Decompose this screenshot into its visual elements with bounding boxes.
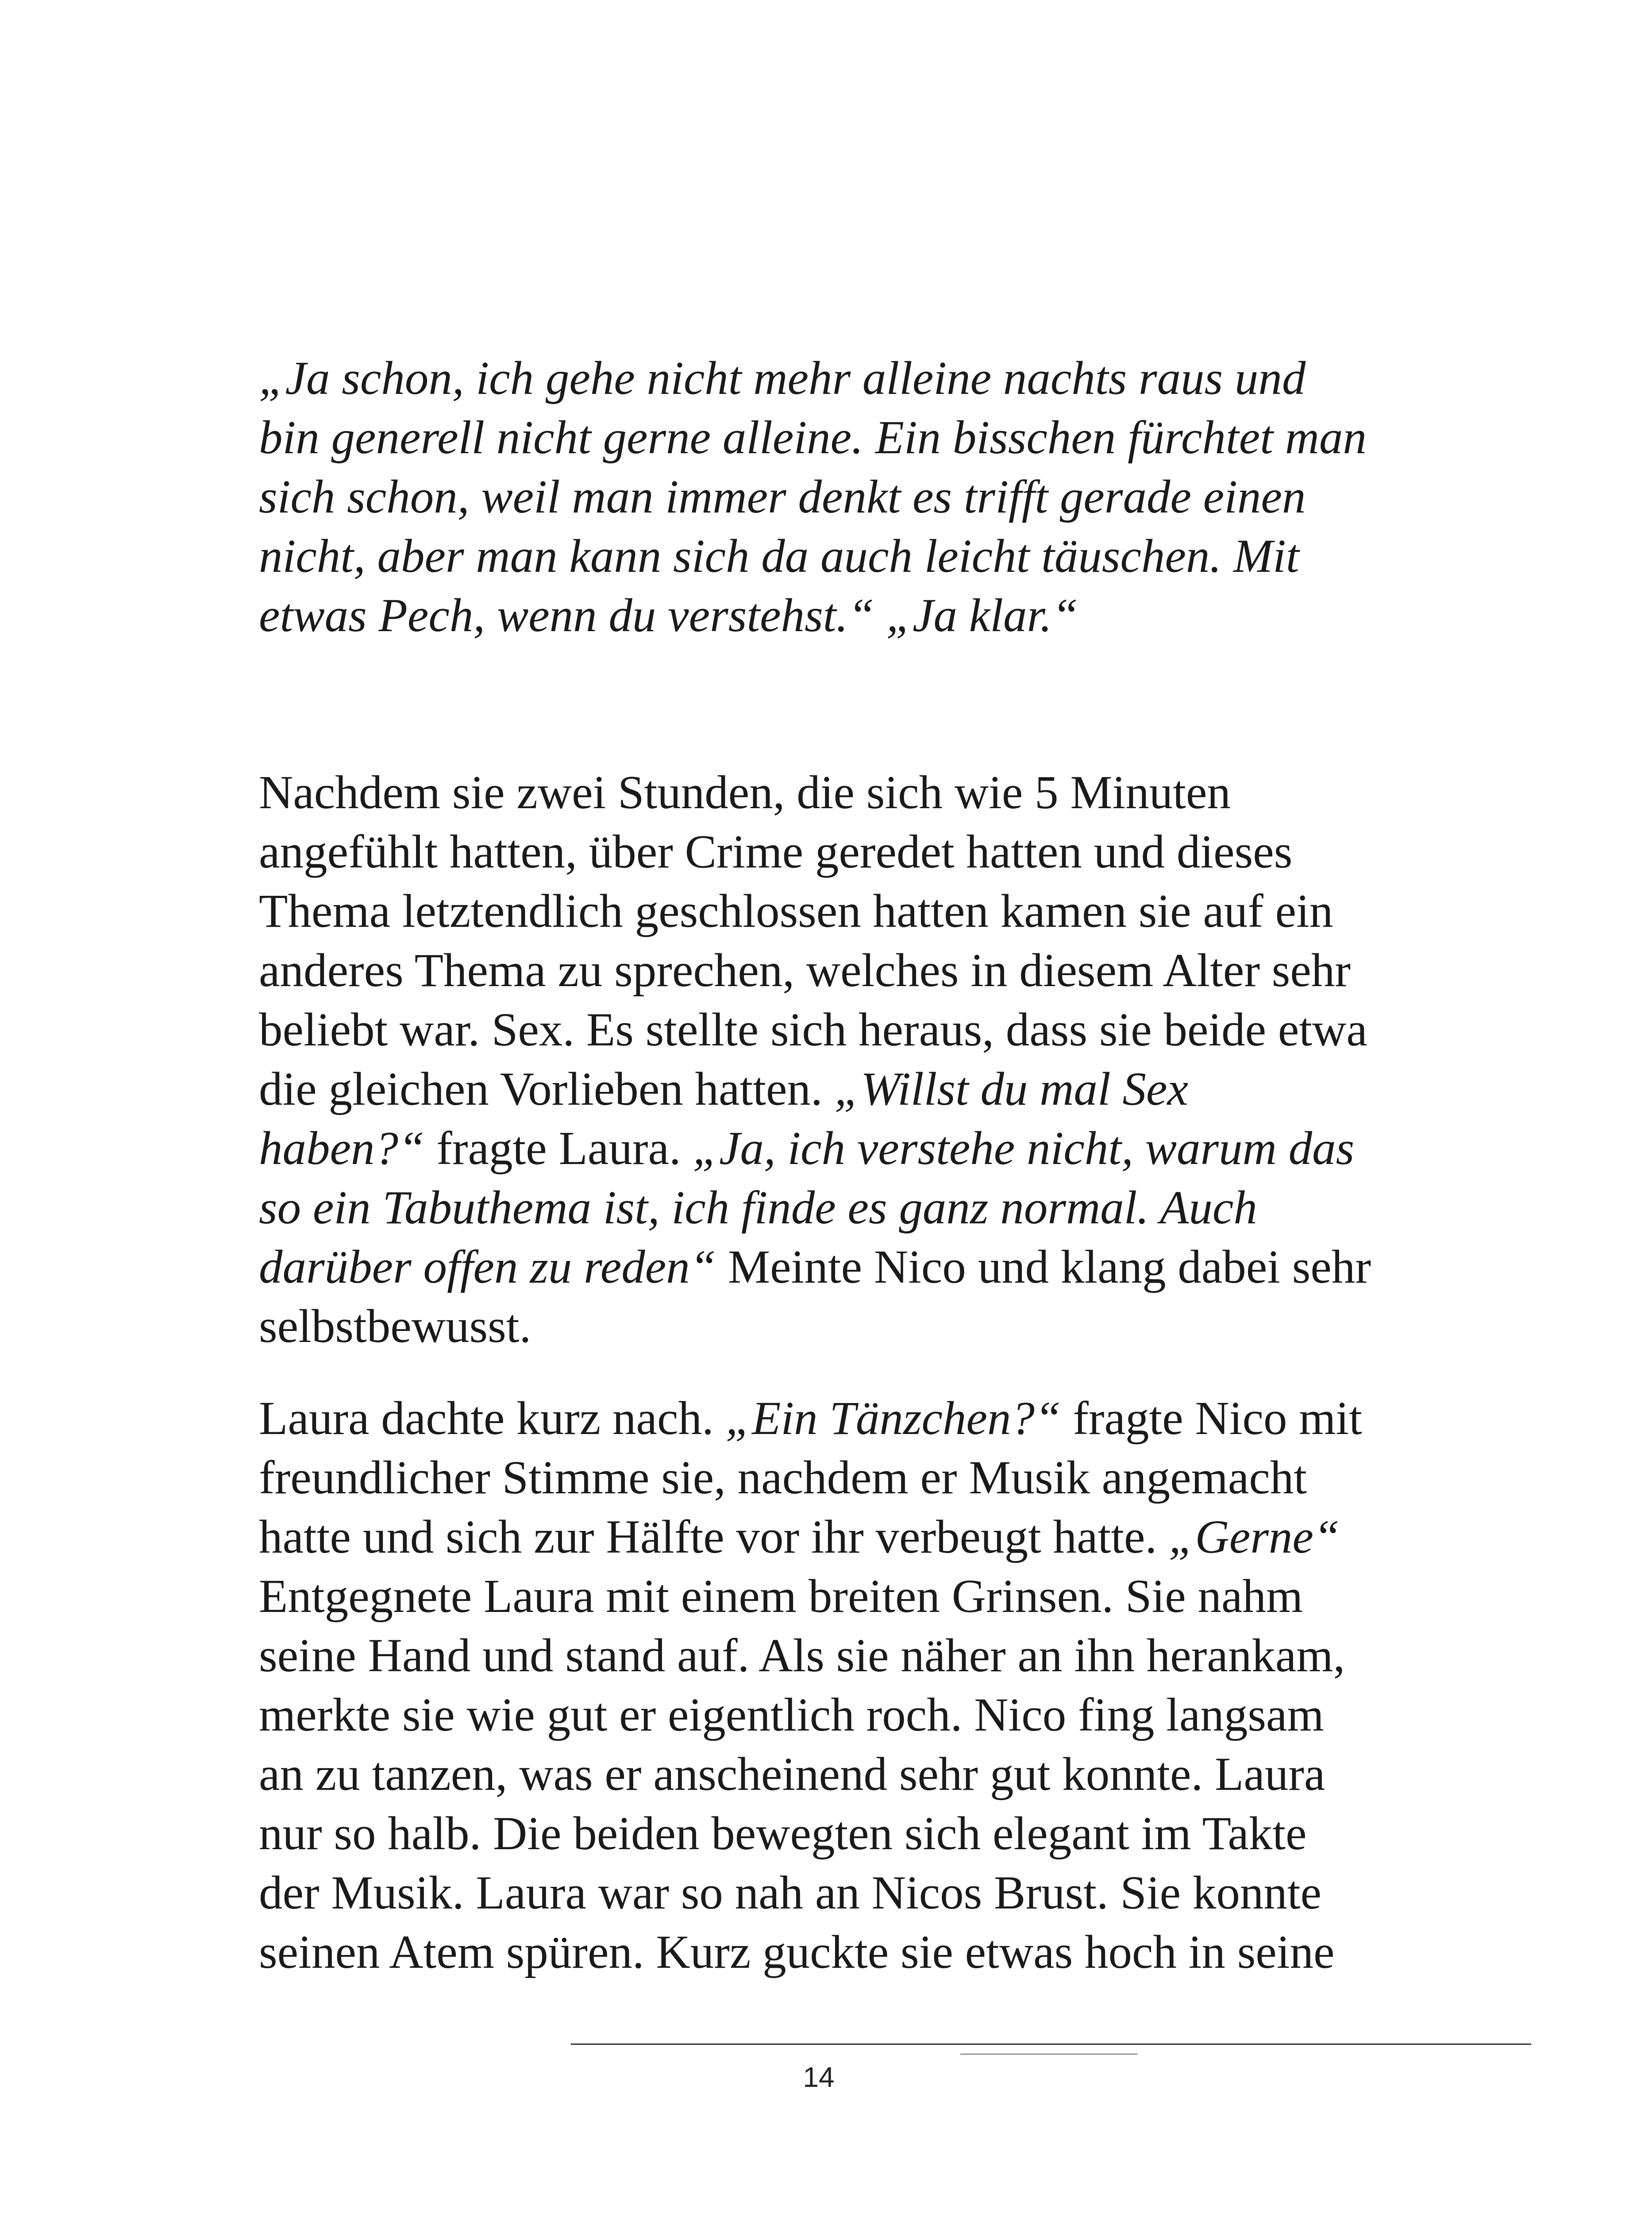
dialogue-segment: „Gerne“: [1169, 1511, 1340, 1563]
text-line: seine Hand und stand auf. Als sie näher an ihn herankam,: [259, 1630, 1345, 1682]
text-segment: Laura dachte kurz nach.: [259, 1392, 726, 1445]
text-line: Nachdem sie zwei Stunden, die sich wie 5 Minuten: [259, 767, 1231, 819]
dialogue-segment: „Willst du mal Sex: [834, 1063, 1188, 1115]
text-segment: Meinte Nico und klang dabei sehr: [716, 1241, 1371, 1293]
paragraph-dialogue-italic: [259, 349, 1427, 645]
text-line: angefühlt hatten, über Crime geredet hatten und dieses: [259, 826, 1293, 878]
text-line: Entgegnete Laura mit einem breiten Grinsen. Sie nahm: [259, 1570, 1303, 1623]
text-line: nicht, aber man kann sich da auch leicht täuschen. Mit: [259, 530, 1299, 582]
paragraph-narrative-1: [259, 763, 1427, 1356]
dialogue-segment: haben?“: [259, 1122, 425, 1175]
text-line: beliebt war. Sex. Es stellte sich heraus, dass sie beide etwa: [259, 1004, 1367, 1056]
text-line: [259, 1507, 1427, 1567]
text-line: bin generell nicht gerne alleine. Ein bisschen fürchtet man: [259, 412, 1367, 464]
footer-divider: [571, 2043, 1531, 2045]
page-number: 14: [803, 2061, 835, 2093]
text-line: anderes Thema zu sprechen, welches in diesem Alter sehr: [259, 945, 1351, 997]
text-line: [259, 1389, 1427, 1448]
text-line: merkte sie wie gut er eigentlich roch. Nico fing langsam: [259, 1689, 1324, 1741]
text-line: freundlicher Stimme sie, nachdem er Musik angemacht: [259, 1452, 1307, 1504]
footer-divider-accent: [960, 2054, 1137, 2055]
dialogue-segment: „Ja, ich verstehe nicht, warum das: [693, 1122, 1355, 1175]
text-line: etwas Pech, wenn du verstehst.“ „Ja klar.“: [259, 590, 1078, 642]
text-segment: hatte und sich zur Hälfte vor ihr verbeugt hatte.: [259, 1511, 1169, 1563]
text-line: sich schon, weil man immer denkt es trifft gerade einen: [259, 471, 1306, 523]
text-segment: fragte Laura.: [424, 1122, 693, 1175]
dialogue-segment: darüber offen zu reden“: [259, 1241, 716, 1293]
text-line: [259, 1060, 1427, 1119]
paragraph-narrative-2: [259, 1389, 1427, 1982]
text-line: an zu tanzen, was er anscheinend sehr gut konnte. Laura: [259, 1748, 1325, 1800]
text-line: [259, 1238, 1427, 1297]
text-segment: fragte Nico mit: [1061, 1392, 1362, 1445]
text-line: [259, 1119, 1427, 1178]
text-line: [259, 1178, 1427, 1238]
text-line: selbstbewusst.: [259, 1300, 531, 1353]
text-line: seinen Atem spüren. Kurz guckte sie etwas hoch in seine: [259, 1926, 1335, 1978]
text-segment: die gleichen Vorlieben hatten.: [259, 1063, 835, 1115]
text-line: Thema letztendlich geschlossen hatten kamen sie auf ein: [259, 885, 1333, 937]
dialogue-segment: so ein Tabuthema ist, ich finde es ganz normal. Auch: [259, 1182, 1257, 1234]
text-line: „Ja schon, ich gehe nicht mehr alleine nachts raus und: [259, 352, 1306, 405]
dialogue-segment: „Ein Tänzchen?“: [725, 1392, 1061, 1445]
text-line: der Musik. Laura war so nah an Nicos Brust. Sie konnte: [259, 1867, 1322, 1919]
text-line: nur so halb. Die beiden bewegten sich elegant im Takte: [259, 1808, 1307, 1860]
